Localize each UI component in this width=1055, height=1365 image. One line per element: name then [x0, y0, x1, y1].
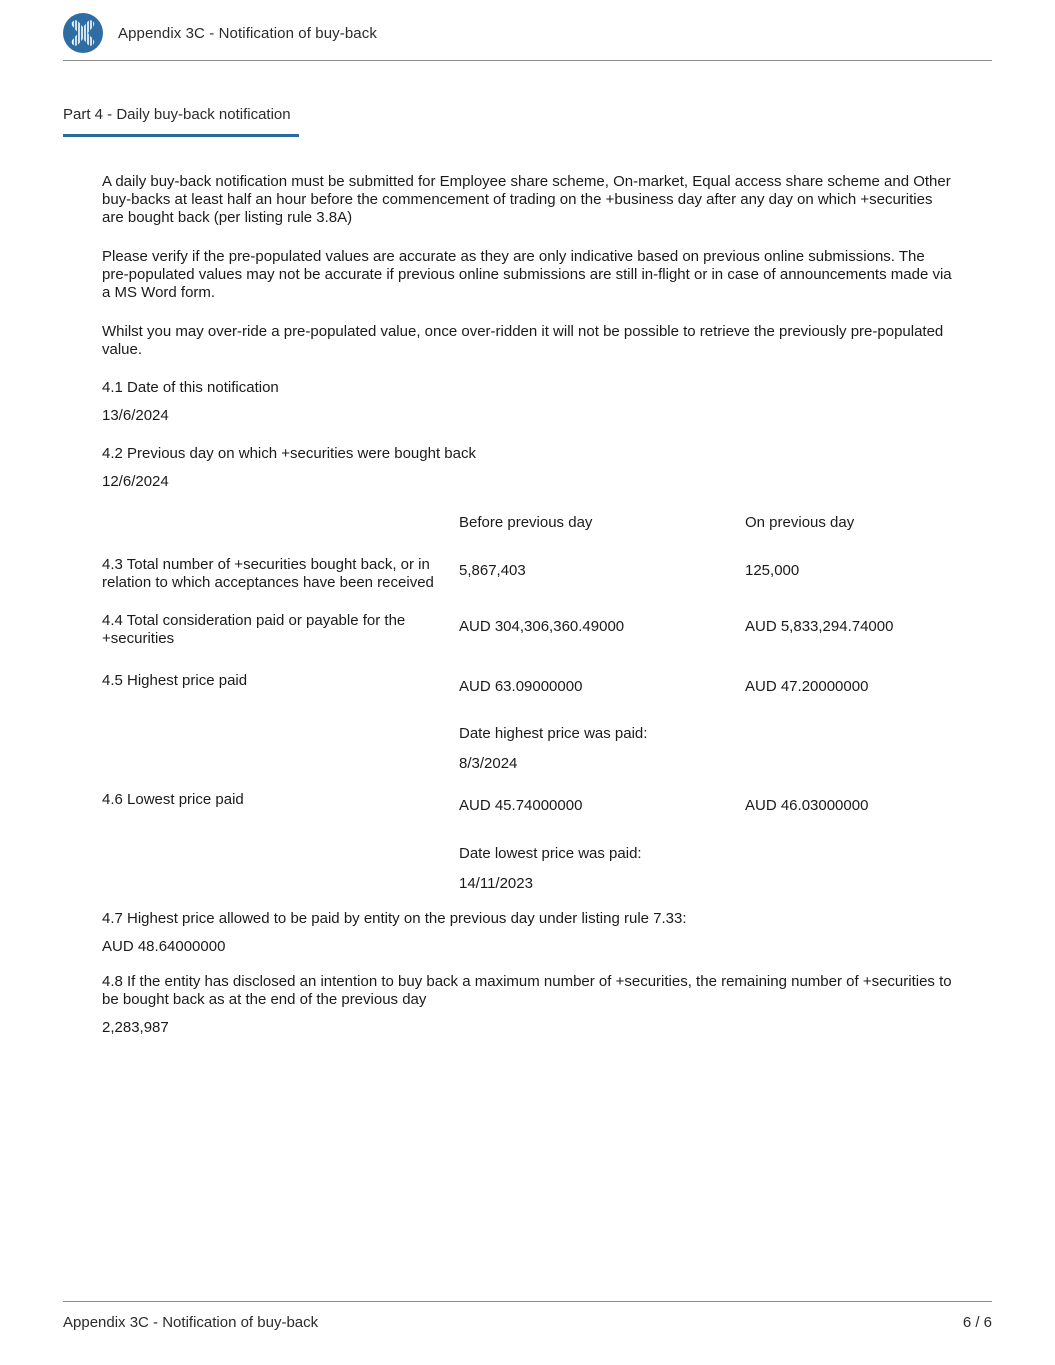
table-row-lowest-date-value	[102, 875, 952, 893]
intro-paragraph-2: Please verify if the pre-populated values are accurate as they are only indicative based on previous online submissions. The pre-populated values may not be accurate if previous online submissions are still in-flight or in case of announcements made via a MS Word form.	[102, 248, 952, 301]
table-row-highest-date-label	[102, 725, 952, 743]
field-4-7	[102, 910, 952, 956]
field-4-7-label: 4.7 Highest price allowed to be paid by entity on the previous day under listing rule 7.33:	[102, 910, 687, 927]
intro-paragraph-1: A daily buy-back notification must be submitted for Employee share scheme, On-market, Equal access share scheme and Other buy-backs at least half an hour before the commencement of trading on the +business day after any day on which +securities are bought back (per listing rule 3.8A)	[102, 173, 951, 226]
row-4-3-label: 4.3 Total number of +securities bought back, or in relation to which acceptances have been received	[102, 556, 434, 591]
part4-heading-text: Part 4 - Daily buy-back notification	[63, 106, 291, 123]
table-header-row	[102, 514, 952, 532]
row-4-6-on-value: AUD 46.03000000	[745, 797, 869, 814]
asx-logo-icon	[63, 13, 103, 53]
part4-heading	[63, 106, 299, 137]
field-4-1-value: 13/6/2024	[102, 407, 169, 424]
field-4-7-value: AUD 48.64000000	[102, 938, 226, 955]
row-4-6-label: 4.6 Lowest price paid	[102, 791, 244, 808]
row-4-3-before-value: 5,867,403	[459, 562, 526, 579]
table-row-highest-date-value	[102, 755, 952, 773]
document-title: Appendix 3C - Notification of buy-back	[118, 24, 377, 42]
document-footer	[63, 1301, 992, 1331]
row-4-5-label: 4.5 Highest price paid	[102, 672, 248, 689]
field-4-1-label: 4.1 Date of this notification	[102, 379, 279, 396]
buyback-table	[102, 514, 952, 893]
row-4-4-before-value: AUD 304,306,360.49000	[459, 618, 625, 635]
table-row-4-4	[102, 612, 952, 648]
document-header	[63, 0, 992, 61]
part4-heading-underline	[63, 134, 299, 137]
lowest-price-date-label: Date lowest price was paid:	[459, 845, 642, 862]
highest-price-date-label: Date highest price was paid:	[459, 725, 648, 742]
col-header-before-previous-day: Before previous day	[459, 514, 593, 531]
field-4-2-label: 4.2 Previous day on which +securities were bought back	[102, 445, 476, 462]
row-4-4-label: 4.4 Total consideration paid or payable for the +securities	[102, 612, 406, 647]
row-4-4-on-value: AUD 5,833,294.74000	[745, 618, 894, 635]
field-4-8	[102, 973, 952, 1037]
table-row-lowest-date-label	[102, 845, 952, 863]
field-4-1	[102, 379, 952, 425]
table-row-4-6	[102, 791, 952, 815]
lowest-price-date-value: 14/11/2023	[459, 875, 533, 892]
table-row-4-5	[102, 672, 952, 696]
row-4-3-on-value: 125,000	[745, 562, 800, 579]
highest-price-date-value: 8/3/2024	[459, 755, 518, 772]
intro-paragraph-3: Whilst you may over-ride a pre-populated value, once over-ridden it will not be possible to retrieve the previously pre-populated value.	[102, 323, 944, 358]
field-4-8-label: 4.8 If the entity has disclosed an intention to buy back a maximum number of +securities, the remaining number of +securities to be bought back as at the end of the previous day	[102, 973, 952, 1008]
col-header-on-previous-day: On previous day	[745, 514, 855, 531]
footer-page-indicator: 6 / 6	[962, 1314, 992, 1331]
field-4-2-value: 12/6/2024	[102, 473, 169, 490]
row-4-5-before-value: AUD 63.09000000	[459, 678, 583, 695]
field-4-2	[102, 445, 952, 491]
row-4-5-on-value: AUD 47.20000000	[745, 678, 869, 695]
row-4-6-before-value: AUD 45.74000000	[459, 797, 583, 814]
part4-content	[102, 173, 952, 1037]
footer-title: Appendix 3C - Notification of buy-back	[63, 1314, 319, 1331]
field-4-8-value: 2,283,987	[102, 1019, 169, 1036]
table-row-4-3	[102, 556, 952, 592]
